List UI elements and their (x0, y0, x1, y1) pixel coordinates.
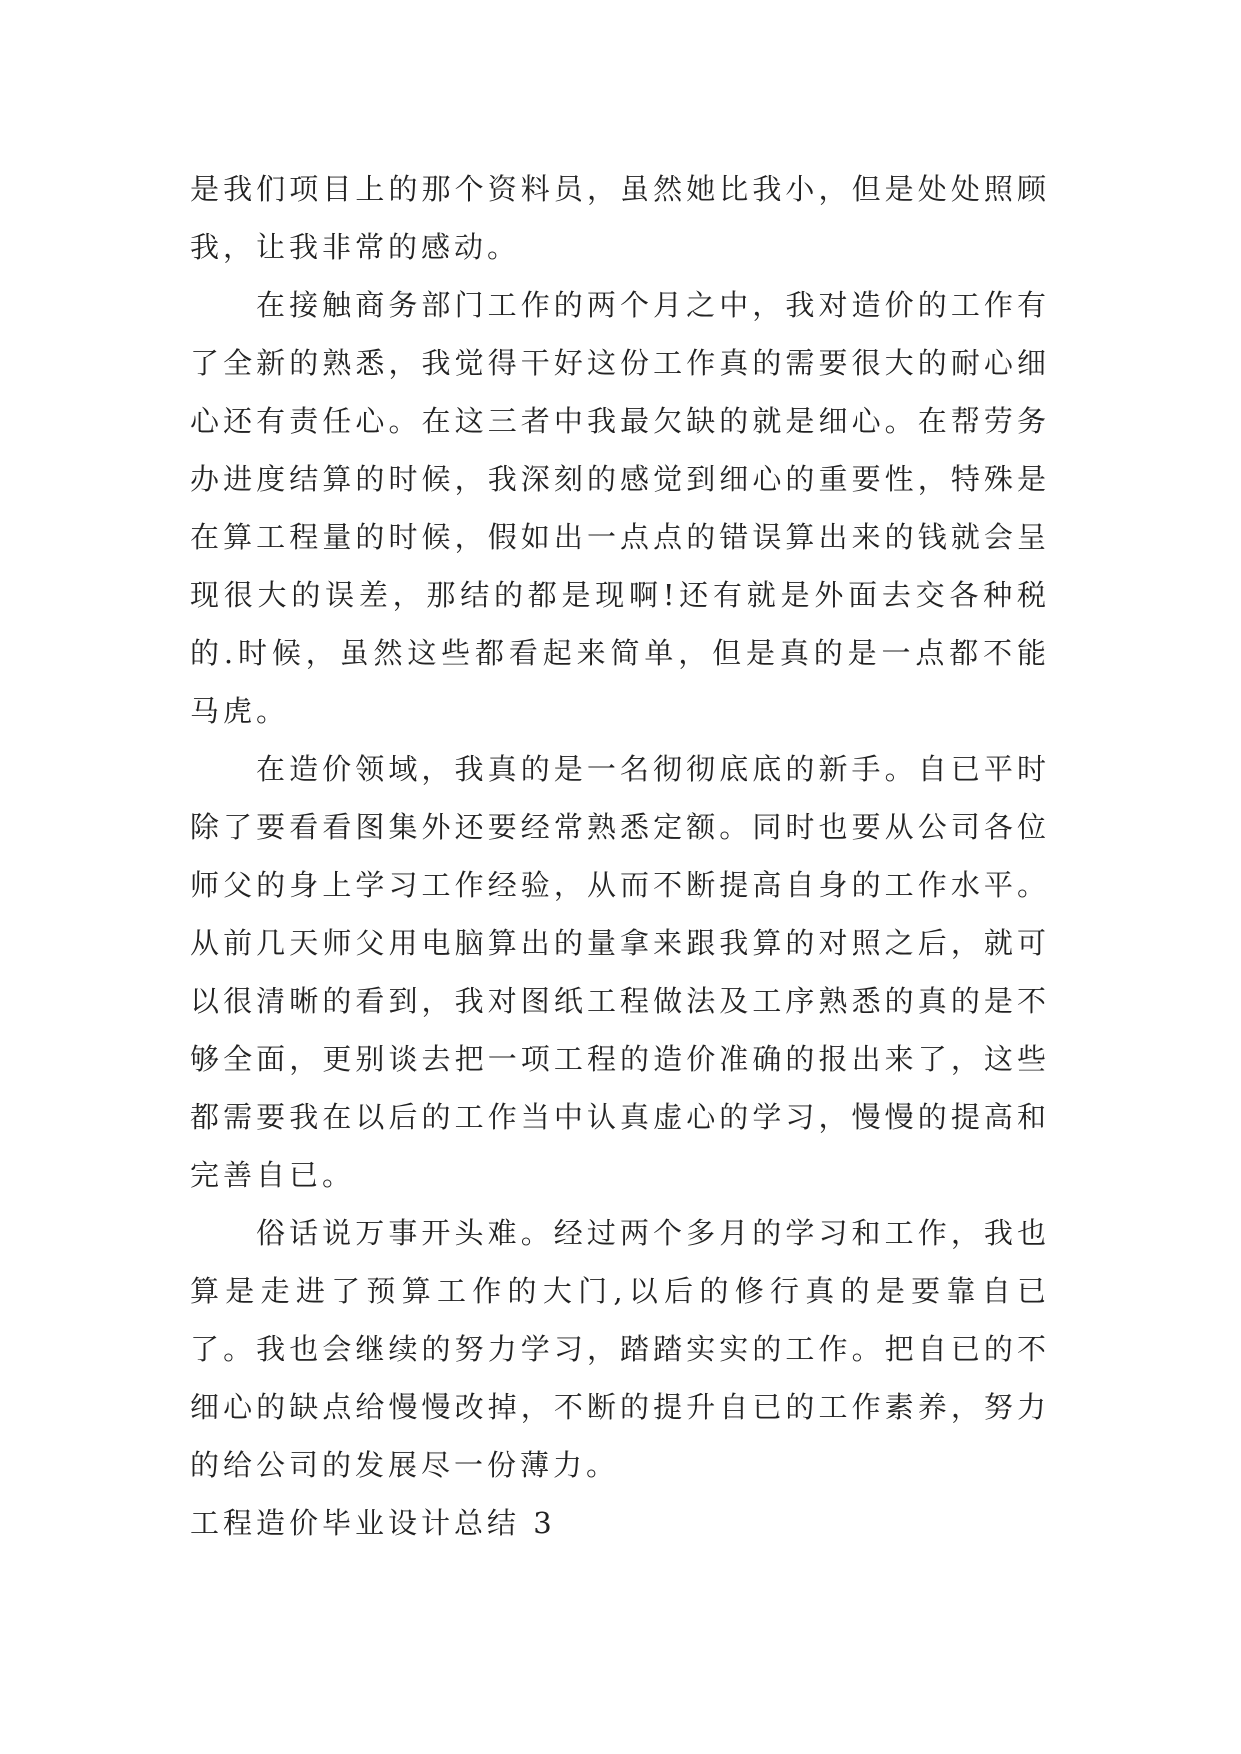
paragraph-business-department: 在接触商务部门工作的两个月之中，我对造价的工作有了全新的熟悉，我觉得干好这份工作真的需要很大的耐心细心还有责任心。在这三者中我最欠缺的就是细心。在帮劳务办进度结算的时候，我深刻的感觉到细心的重要性，特殊是在算工程量的时候，假如出一点点的错误算出来的钱就会呈现很大的误差，那结的都是现啊!还有就是外面去交各种税的.时候，虽然这些都看起来简单，但是真的是一点都不能马虎。 (190, 288, 1050, 728)
section-heading: 工程造价毕业设计总结 3 (190, 1506, 556, 1540)
paragraph-continuation: 是我们项目上的那个资料员，虽然她比我小，但是处处照顾我，让我非常的感动。 (190, 172, 1050, 264)
document-body (190, 160, 1050, 1552)
paragraph-cost-field: 在造价领域，我真的是一名彻彻底底的新手。自已平时除了要看看图集外还要经常熟悉定额。同时也要从公司各位师父的身上学习工作经验，从而不断提高自身的工作水平。从前几天师父用电脑算出的量拿来跟我算的对照之后，就可以很清晰的看到，我对图纸工程做法及工序熟悉的真的是不够全面，更别谈去把一项工程的造价准确的报出来了，这些都需要我在以后的工作当中认真虚心的学习，慢慢的提高和完善自已。 (190, 752, 1050, 1192)
paragraph-beginning-hard: 俗话说万事开头难。经过两个多月的学习和工作，我也算是走进了预算工作的大门,以后的修行真的是要靠自已了。我也会继续的努力学习，踏踏实实的工作。把自已的不细心的缺点给慢慢改掉，不断的提升自已的工作素养，努力的给公司的发展尽一份薄力。 (190, 1216, 1050, 1482)
